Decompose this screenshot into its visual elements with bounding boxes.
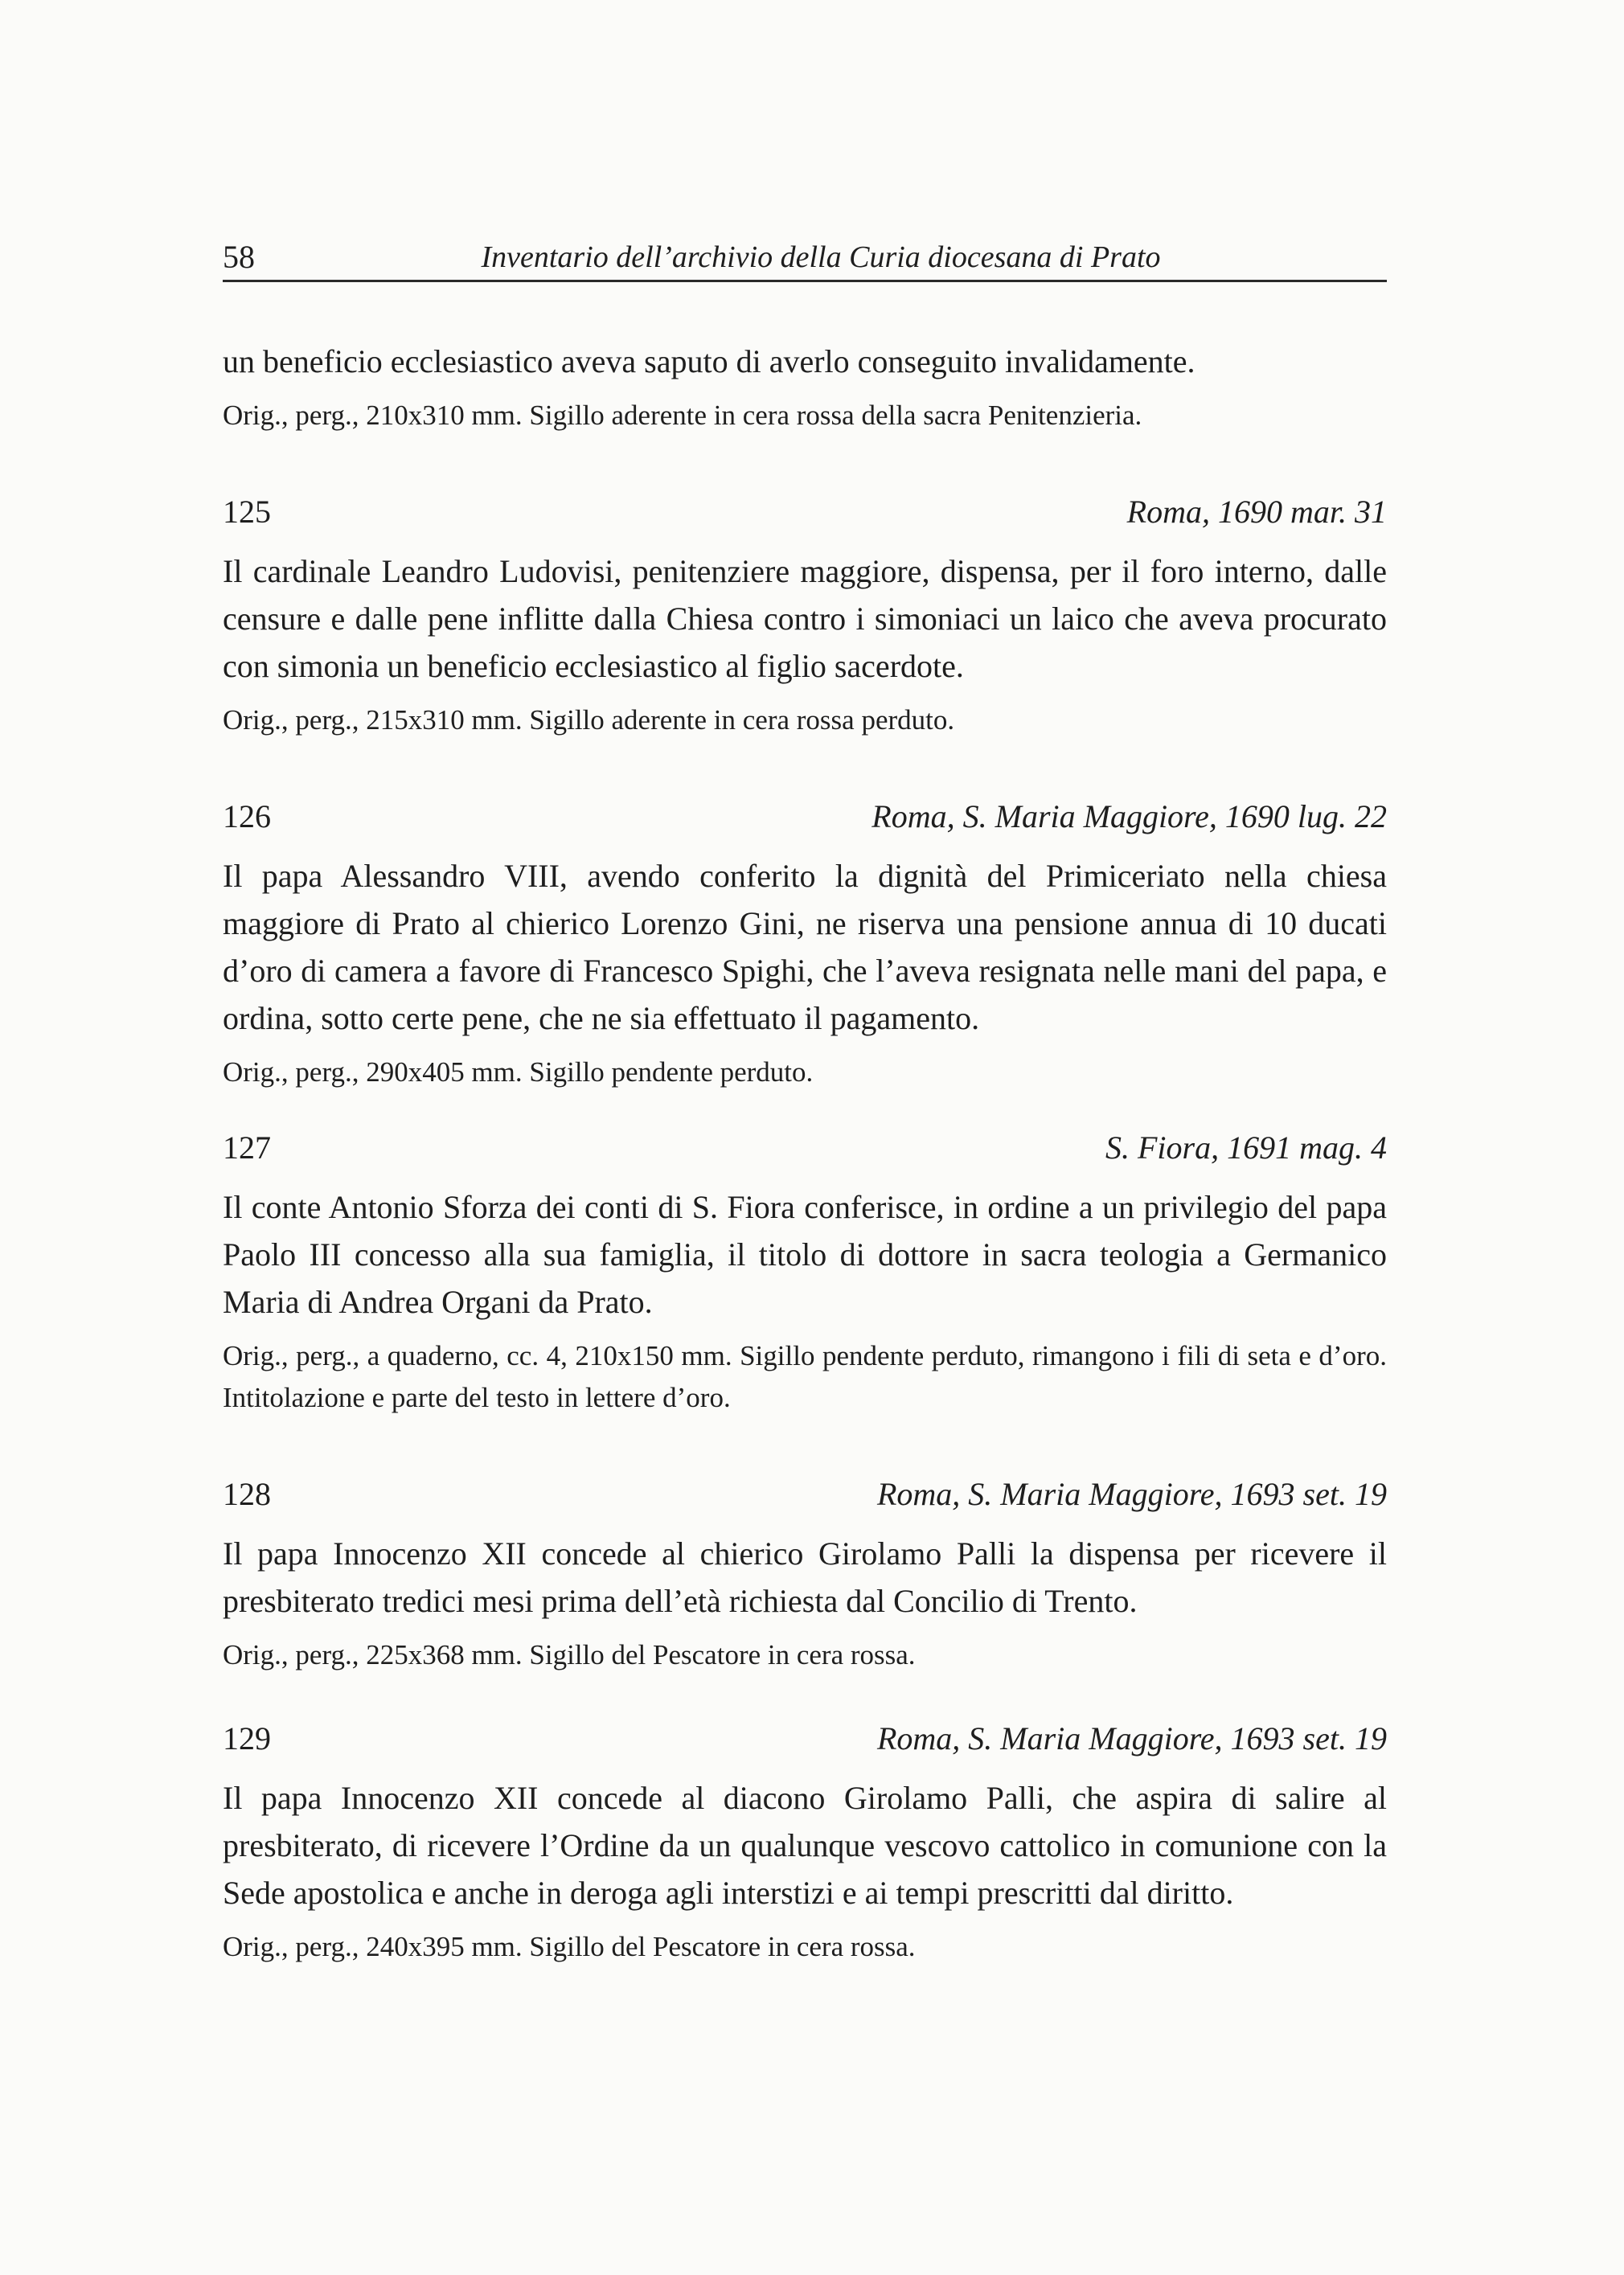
entry-number: 129 <box>223 1720 271 1756</box>
entry-129 <box>223 1715 1387 1968</box>
entry-text: Il papa Innocenzo XII concede al chierico Girolamo Palli la dispensa per ricevere il presbiterato tredici mesi prima dell’età richiesta dal Concilio di Trento. <box>223 1535 1387 1619</box>
entry-text: Il papa Alessandro VIII, avendo conferito la dignità del Primiceriato nella chiesa maggiore di Prato al chierico Lorenzo Gini, ne riserva una pensione annua di 10 ducati d’oro di camera a favore di Francesco Spighi, che l’aveva resignata nelle mani del papa, e ordina, sotto certe pene, che ne sia effettuato il pagamento. <box>223 858 1387 1036</box>
entry-127 <box>223 1124 1387 1419</box>
entry-note: Orig., perg., a quaderno, cc. 4, 210x150 mm. Sigillo pendente perduto, rimangono i fili di seta e d’oro. Intitolazione e parte del testo in lettere d’oro. <box>223 1340 1387 1413</box>
continuation-block <box>223 338 1387 437</box>
entry-text: Il conte Antonio Sforza dei conti di S. Fiora conferisce, in ordine a un privilegio del papa Paolo III concesso alla sua famiglia, il titolo di dottore in sacra teologia a Germanico Maria di Andrea Organi da Prato. <box>223 1189 1387 1320</box>
entry-number: 125 <box>223 494 271 530</box>
entry-place-date: Roma, S. Maria Maggiore, 1693 set. 19 <box>876 1476 1387 1512</box>
running-title: Inventario dell’archivio della Curia diocesana di Prato <box>481 240 1161 274</box>
page-number: 58 <box>223 239 255 275</box>
entry-header <box>223 1715 1387 1763</box>
entry-text: Il papa Innocenzo XII concede al diacono Girolamo Palli, che aspira di salire al presbiterato, di ricevere l’Ordine da un qualunque vescovo cattolico in comunione con la Sede apostolica e anche in deroga agli interstizi e ai tempi prescritti dal diritto. <box>223 1780 1387 1911</box>
continuation-text: un beneficio ecclesiastico aveva saputo di averlo conseguito invalidamente. <box>223 343 1195 379</box>
entry-128 <box>223 1470 1387 1676</box>
continuation-note: Orig., perg., 210x310 mm. Sigillo aderente in cera rossa della sacra Penitenzieria. <box>223 400 1142 431</box>
entry-place-date: Roma, S. Maria Maggiore, 1690 lug. 22 <box>871 798 1387 834</box>
entry-number: 128 <box>223 1476 271 1512</box>
entry-number: 127 <box>223 1129 271 1166</box>
entry-place-date: S. Fiora, 1691 mag. 4 <box>1105 1129 1387 1166</box>
entry-number: 126 <box>223 798 271 834</box>
entry-note: Orig., perg., 240x395 mm. Sigillo del Pescatore in cera rossa. <box>223 1931 916 1962</box>
entry-note: Orig., perg., 290x405 mm. Sigillo pendente perduto. <box>223 1056 814 1088</box>
page-body <box>223 338 1387 1968</box>
entry-note: Orig., perg., 215x310 mm. Sigillo aderente in cera rossa perduto. <box>223 704 955 736</box>
running-head <box>223 238 1387 282</box>
entry-126 <box>223 793 1387 1093</box>
entry-note: Orig., perg., 225x368 mm. Sigillo del Pescatore in cera rossa. <box>223 1639 916 1670</box>
entry-place-date: Roma, 1690 mar. 31 <box>1126 494 1387 530</box>
entry-header <box>223 793 1387 841</box>
entry-header <box>223 488 1387 536</box>
entry-header <box>223 1124 1387 1172</box>
entry-place-date: Roma, S. Maria Maggiore, 1693 set. 19 <box>876 1720 1387 1756</box>
entry-125 <box>223 488 1387 741</box>
entry-header <box>223 1470 1387 1519</box>
entry-text: Il cardinale Leandro Ludovisi, penitenziere maggiore, dispensa, per il foro interno, dalle censure e dalle pene inflitte dalla Chiesa contro i simoniaci un laico che aveva procurato con simonia un beneficio ecclesiastico al figlio sacerdote. <box>223 553 1387 684</box>
